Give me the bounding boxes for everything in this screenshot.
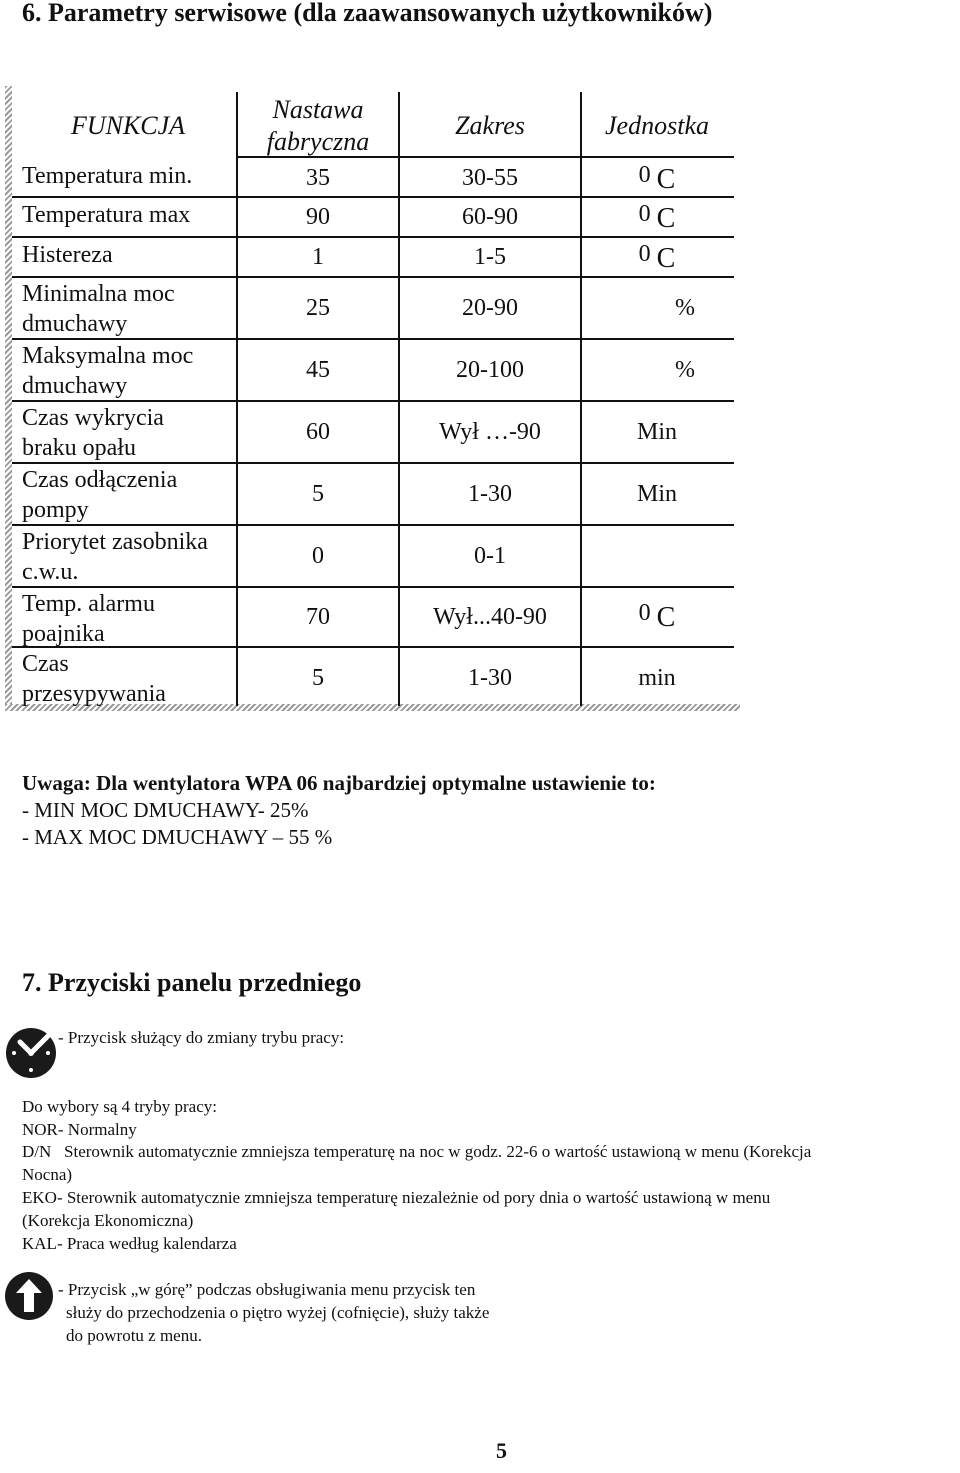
mode-button-description: - Przycisk służący do zmiany trybu pracy: xyxy=(58,1028,345,1047)
header-nastawa-line2: fabryczna xyxy=(266,127,370,156)
unit-degree-zero: 0 xyxy=(638,241,651,267)
row-factory-value: 1 xyxy=(312,244,324,270)
row-function xyxy=(22,649,234,709)
row-function xyxy=(22,279,234,339)
row-range: 20-90 xyxy=(462,295,518,321)
row-function: Histereza xyxy=(22,242,113,268)
table-hatch-left xyxy=(5,86,12,711)
row-range: 60-90 xyxy=(462,204,518,230)
row-function-line2: pompy xyxy=(22,497,89,523)
row-factory-value: 0 xyxy=(312,543,324,569)
row-function-line1: Czas wykrycia xyxy=(22,405,164,431)
row-factory-value: 70 xyxy=(306,604,330,630)
header-nastawa xyxy=(238,94,398,158)
unit-celsius: C xyxy=(656,602,676,633)
row-factory-value: 45 xyxy=(306,357,330,383)
row-function xyxy=(22,465,234,525)
row-line xyxy=(12,196,734,198)
section-6-heading: 6. Parametry serwisowe (dla zaawansowanych użytkowników) xyxy=(22,0,713,27)
mode-nor: NOR- Normalny xyxy=(22,1120,137,1139)
row-factory-value: 5 xyxy=(312,481,324,507)
row-unit xyxy=(582,239,732,274)
row-function-line2: dmuchawy xyxy=(22,311,128,337)
page-number: 5 xyxy=(496,1438,507,1463)
mode-eko: EKO- Sterownik automatycznie zmniejsza temperaturę niezależnie od pory dnia o wartość ustawioną w menu xyxy=(22,1188,771,1207)
row-range: 1-30 xyxy=(468,665,512,691)
clock-icon xyxy=(4,1026,58,1080)
row-unit: % xyxy=(675,295,695,321)
row-line xyxy=(12,276,734,278)
row-function xyxy=(22,527,234,587)
note-heading: Uwaga: Dla wentylatora WPA 06 najbardziej optymalne ustawienie to: xyxy=(22,771,656,795)
row-factory-value: 5 xyxy=(312,665,324,691)
row-range: 0-1 xyxy=(474,543,506,569)
row-function-line2: przesypywania xyxy=(22,681,166,707)
mode-dn-continued: Nocna) xyxy=(22,1165,73,1184)
section-7-heading: 7. Przyciski panelu przedniego xyxy=(22,968,362,997)
row-function xyxy=(22,403,234,463)
unit-celsius: C xyxy=(656,164,676,195)
up-button-description-line1: - Przycisk „w górę” podczas obsługiwania menu przycisk ten xyxy=(58,1280,476,1299)
mode-dn: D/N Sterownik automatycznie zmniejsza temperaturę na noc w godz. 22-6 o wartość ustawioną w menu (Korekcja xyxy=(22,1142,812,1161)
header-jednostka: Jednostka xyxy=(605,111,709,140)
header-zakres: Zakres xyxy=(455,111,525,140)
row-function-line2: braku opału xyxy=(22,435,136,461)
row-unit xyxy=(582,160,732,195)
row-factory-value: 90 xyxy=(306,204,330,230)
row-function-line1: Czas xyxy=(22,651,69,677)
row-unit xyxy=(582,598,732,633)
row-factory-value: 35 xyxy=(306,165,330,191)
row-unit: % xyxy=(675,357,695,383)
row-line xyxy=(12,236,734,238)
row-range: 1-30 xyxy=(468,481,512,507)
row-unit xyxy=(582,199,732,234)
row-range: 30-55 xyxy=(462,165,518,191)
unit-celsius: C xyxy=(656,203,676,234)
row-function-line1: Maksymalna moc xyxy=(22,343,194,369)
unit-celsius: C xyxy=(656,243,676,274)
row-function-line1: Priorytet zasobnika xyxy=(22,529,208,555)
row-unit: Min xyxy=(636,481,677,507)
mode-kal: KAL- Praca według kalendarza xyxy=(22,1234,237,1253)
unit-degree-zero: 0 xyxy=(638,201,651,227)
up-button-description-line3: do powrotu z menu. xyxy=(66,1326,202,1345)
row-range: 20-100 xyxy=(456,357,524,383)
row-function-line2: dmuchawy xyxy=(22,373,128,399)
mode-eko-continued: (Korekcja Ekonomiczna) xyxy=(22,1211,194,1230)
row-range: 1-5 xyxy=(474,244,506,270)
row-function-line2: poajnika xyxy=(22,621,105,647)
row-unit: min xyxy=(638,665,676,691)
row-function-line1: Minimalna moc xyxy=(22,281,175,307)
row-range: Wył...40-90 xyxy=(433,604,547,630)
row-factory-value: 25 xyxy=(306,295,330,321)
row-function-line1: Czas odłączenia xyxy=(22,467,178,493)
unit-degree-zero: 0 xyxy=(638,600,651,626)
row-unit: Min xyxy=(636,419,677,445)
note-min-power: - MIN MOC DMUCHAWY- 25% xyxy=(22,798,309,822)
row-factory-value: 60 xyxy=(306,419,330,445)
row-function xyxy=(22,341,234,401)
row-function: Temperatura max xyxy=(22,202,191,228)
row-function: Temperatura min. xyxy=(22,163,193,189)
row-range: Wył …-90 xyxy=(439,419,541,445)
up-button-description-line2: służy do przechodzenia o piętro wyżej (cofnięcie), służy także xyxy=(66,1303,490,1322)
note-max-power: - MAX MOC DMUCHAWY – 55 % xyxy=(22,825,333,849)
arrow-up-icon xyxy=(4,1271,54,1321)
row-function-line2: c.w.u. xyxy=(22,559,79,585)
modes-intro: Do wybory są 4 tryby pracy: xyxy=(22,1097,217,1116)
row-function xyxy=(22,589,234,649)
unit-degree-zero: 0 xyxy=(638,162,651,188)
row-function-line1: Temp. alarmu xyxy=(22,591,155,617)
header-nastawa-line1: Nastawa xyxy=(272,95,364,124)
header-funkcja: FUNKCJA xyxy=(70,111,186,140)
